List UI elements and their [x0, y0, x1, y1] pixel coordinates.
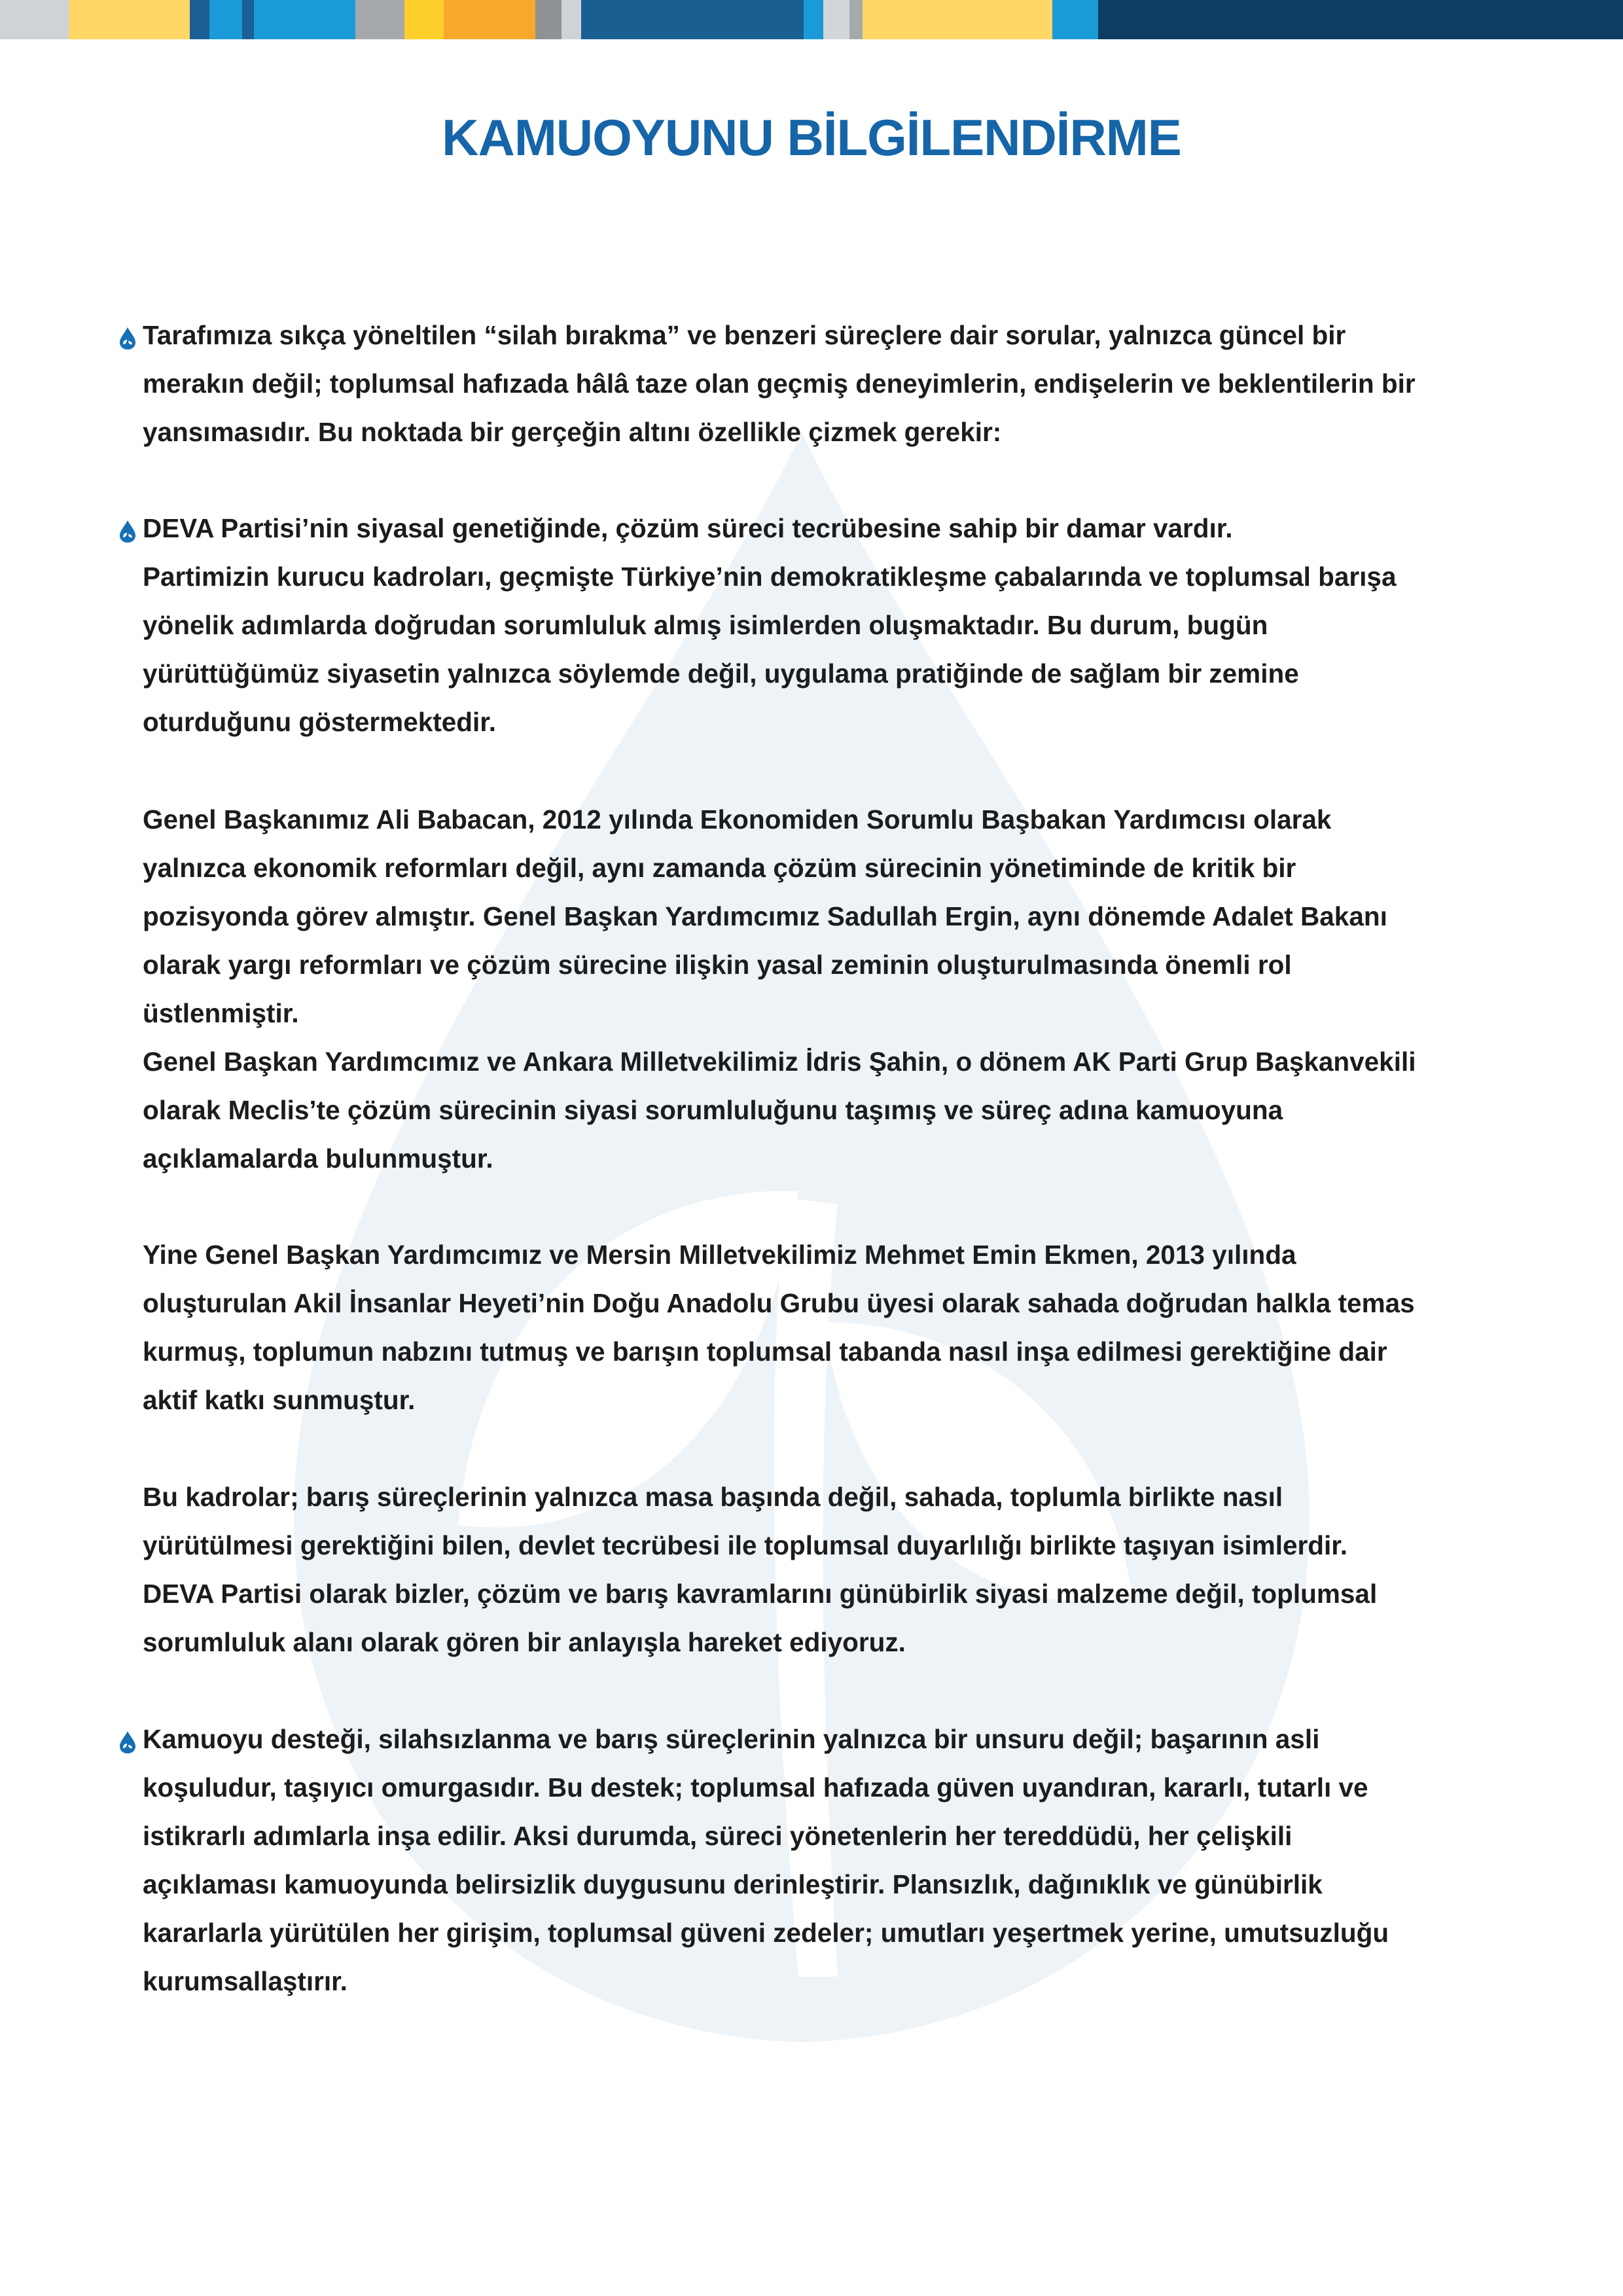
- top-bar-segment: [404, 0, 444, 39]
- paragraph-line: kurmuş, toplumun nabzını tutmuş ve barışın toplumsal tabanda nasıl inşa edilmesi gerektiğine dair: [143, 1336, 1387, 1367]
- top-bar-segment: [581, 0, 804, 39]
- paragraph: [143, 311, 1530, 456]
- paragraph: [143, 1715, 1530, 2005]
- paragraph-line: olarak yargı reformları ve çözüm sürecine ilişkin yasal zeminin oluşturulmasında önemli rol: [143, 950, 1292, 980]
- paragraph-line: aktif katkı sunmuştur.: [143, 1385, 416, 1415]
- paragraph-line: DEVA Partisi’nin siyasal genetiğinde, çözüm süreci tecrübesine sahip bir damar vardır.: [143, 513, 1233, 543]
- paragraph-line: üstlenmiştir.: [143, 998, 299, 1028]
- paragraph-line: Bu kadrolar; barış süreçlerinin yalnızca masa başında değil, sahada, toplumla birlikte nasıl: [143, 1482, 1283, 1512]
- paragraph-line: oturduğunu göstermektedir.: [143, 707, 497, 737]
- top-bar-segment: [0, 0, 69, 39]
- drop-bullet-icon: [119, 520, 136, 543]
- top-bar-segment: [863, 0, 1052, 39]
- paragraph-line: istikrarlı adımlarla inşa edilir. Aksi durumda, süreci yönetenlerin her tereddüdü, her çelişkili: [143, 1821, 1293, 1851]
- top-bar-segment: [1098, 0, 1196, 39]
- paragraph-line: yönelik adımlarda doğrudan sorumluluk almış isimlerden oluşmaktadır. Bu durum, bugün: [143, 610, 1268, 640]
- paragraph-line: Genel Başkan Yardımcımız ve Ankara Milletvekilimiz İdris Şahin, o dönem AK Parti Grup Başkanvekili: [143, 1047, 1416, 1077]
- drop-bullet-icon: [119, 1731, 136, 1754]
- top-bar-segment: [535, 0, 562, 39]
- drop-bullet-icon: [119, 327, 136, 350]
- paragraph-line: Partimizin kurucu kadroları, geçmişte Türkiye’nin demokratikleşme çabalarında ve toplumsal barışa: [143, 562, 1397, 592]
- paragraph-line: koşuludur, taşıyıcı omurgasıdır. Bu destek; toplumsal hafızada güven uyandıran, kararlı, tutarlı ve: [143, 1772, 1368, 1803]
- paragraph-line: açıklamalarda bulunmuştur.: [143, 1143, 493, 1174]
- top-bar-segment: [823, 0, 849, 39]
- top-bar-segment: [849, 0, 863, 39]
- top-bar-segment: [254, 0, 355, 39]
- top-bar-segment: [209, 0, 242, 39]
- paragraph-line: Yine Genel Başkan Yardımcımız ve Mersin Milletvekilimiz Mehmet Emin Ekmen, 2013 yılında: [143, 1240, 1296, 1270]
- paragraph-line: yürütülmesi gerektiğini bilen, devlet tecrübesi ile toplumsal duyarlılığı birlikte taşıyan isimlerdir.: [143, 1530, 1348, 1560]
- paragraph-line: kararlarla yürütülen her girişim, toplumsal güveni zedeler; umutları yeşertmek yerine, umutsuzluğu: [143, 1918, 1389, 1948]
- top-color-bar: [0, 0, 1623, 39]
- paragraph-line: oluşturulan Akil İnsanlar Heyeti’nin Doğu Anadolu Grubu üyesi olarak sahada doğrudan halkla temas: [143, 1288, 1415, 1318]
- paragraph: [143, 504, 1530, 746]
- top-bar-segment: [1196, 0, 1623, 39]
- top-bar-segment: [355, 0, 404, 39]
- paragraph-line: merakın değil; toplumsal hafızada hâlâ taze olan geçmiş deneyimlerin, endişelerin ve beklentilerin bir: [143, 368, 1416, 399]
- paragraph: [143, 1230, 1530, 1424]
- top-bar-segment: [190, 0, 209, 39]
- paragraph-line: Kamuoyu desteği, silahsızlanma ve barış süreçlerinin yalnızca bir unsuru değil; başarının asli: [143, 1724, 1320, 1754]
- top-bar-segment: [804, 0, 823, 39]
- page-title: KAMUOYUNU BİLGİLENDİRME: [442, 109, 1181, 166]
- paragraph-line: sorumluluk alanı olarak gören bir anlayışla hareket ediyoruz.: [143, 1627, 906, 1657]
- paragraph: [143, 795, 1530, 1183]
- paragraph-line: DEVA Partisi olarak bizler, çözüm ve barış kavramlarını günübirlik siyasi malzeme değil, toplumsal: [143, 1579, 1378, 1609]
- paragraph-line: Genel Başkanımız Ali Babacan, 2012 yılında Ekonomiden Sorumlu Başbakan Yardımcısı olarak: [143, 804, 1332, 834]
- top-bar-segment: [562, 0, 581, 39]
- paragraph-line: pozisyonda görev almıştır. Genel Başkan Yardımcımız Sadullah Ergin, aynı dönemde Adalet Bakanı: [143, 901, 1387, 931]
- paragraph-line: yalnızca ekonomik reformları değil, aynı zamanda çözüm sürecinin yönetiminde de kritik bir: [143, 853, 1296, 883]
- paragraph-line: Tarafımıza sıkça yöneltilen “silah bırakma” ve benzeri süreçlere dair sorular, yalnızca güncel bir: [143, 320, 1346, 350]
- top-bar-segment: [1052, 0, 1098, 39]
- paragraph-line: açıklaması kamuoyunda belirsizlik duygusunu derinleştirir. Plansızlık, dağınıklık ve günübirlik: [143, 1869, 1323, 1899]
- paragraph-line: kurumsallaştırır.: [143, 1966, 348, 1996]
- top-bar-segment: [69, 0, 190, 39]
- paragraph-line: yürüttüğümüz siyasetin yalnızca söylemde değil, uygulama pratiğinde de sağlam bir zemine: [143, 658, 1299, 689]
- paragraph-line: yansımasıdır. Bu noktada bir gerçeğin altını özellikle çizmek gerekir:: [143, 417, 1002, 447]
- paragraph: [143, 1473, 1530, 1666]
- top-bar-segment: [242, 0, 254, 39]
- paragraph-line: olarak Meclis’te çözüm sürecinin siyasi sorumluluğunu taşımış ve süreç adına kamuoyuna: [143, 1095, 1283, 1125]
- top-bar-segment: [444, 0, 535, 39]
